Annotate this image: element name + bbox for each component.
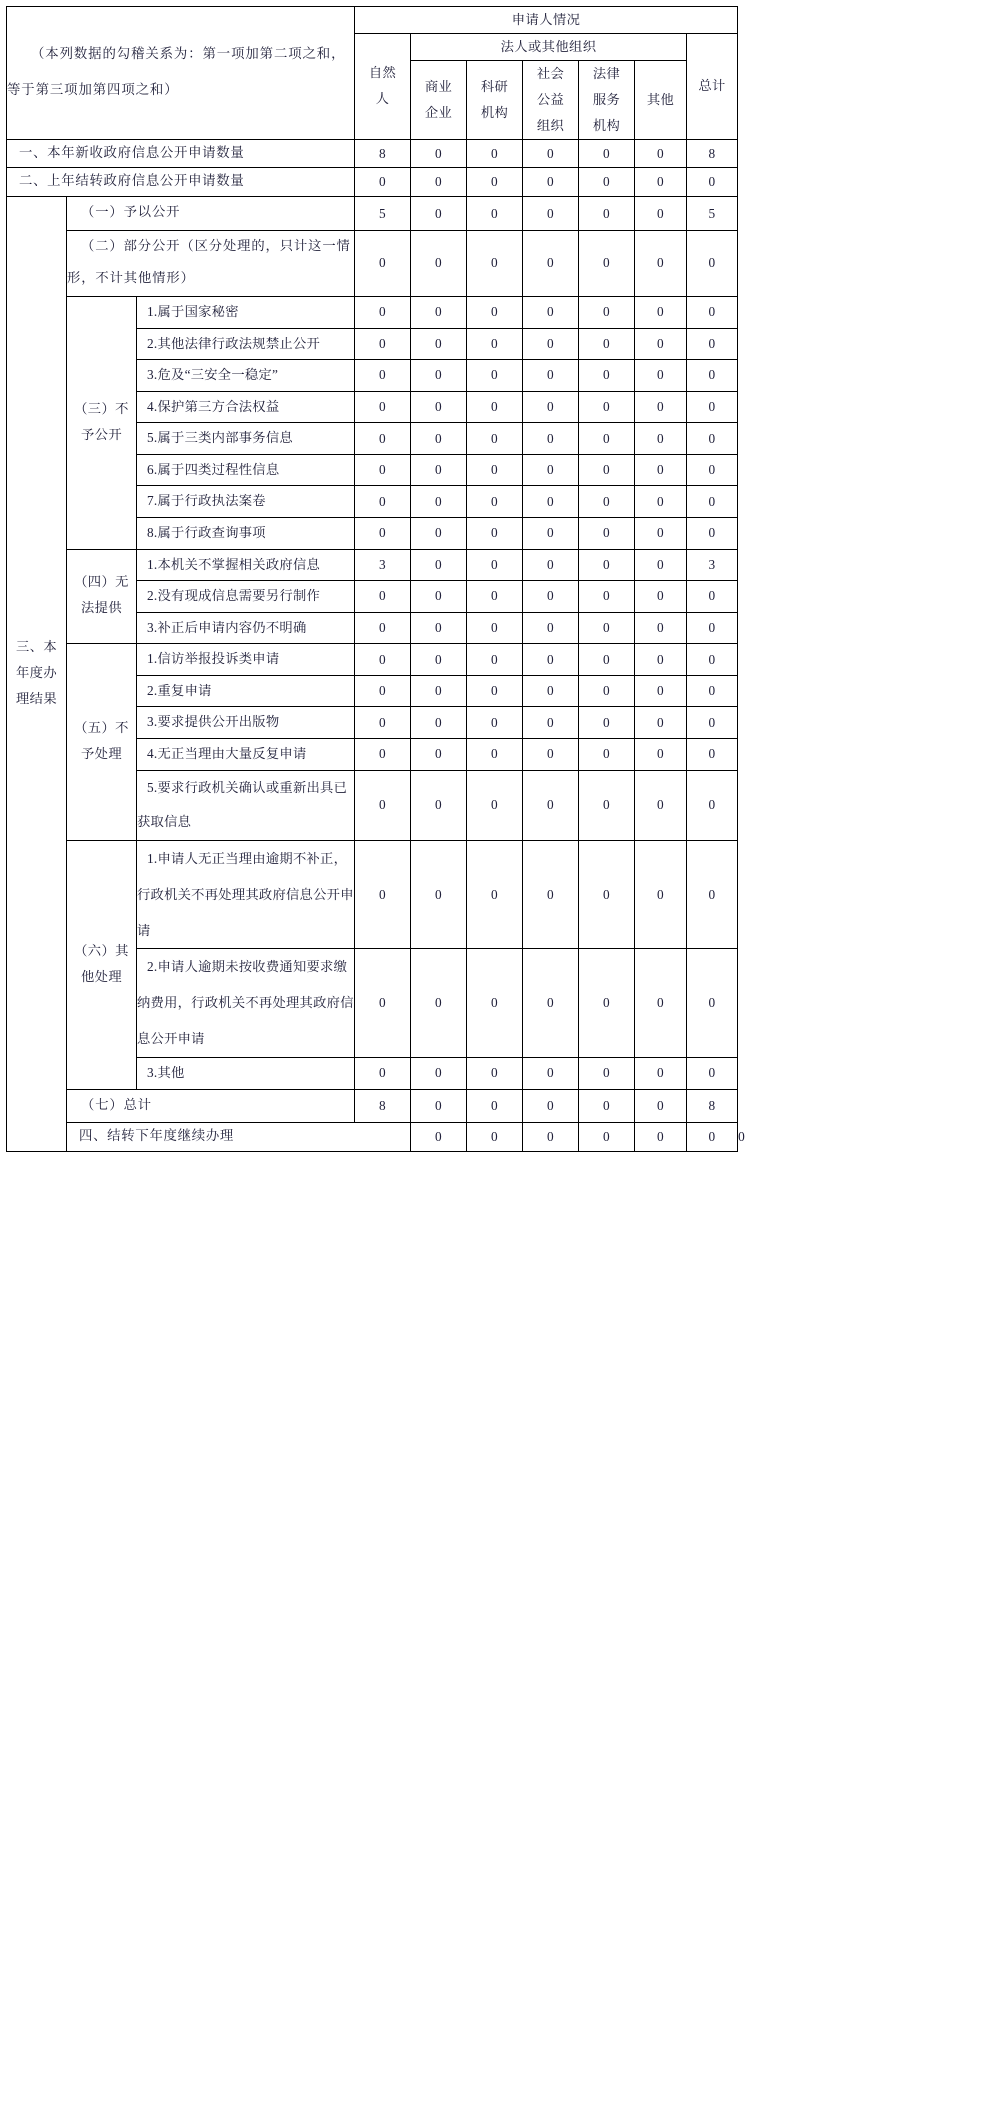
cell-s3b-commercial: 0 [411, 230, 467, 296]
cell-s3e1-research: 0 [467, 644, 523, 676]
cell-s3d3-total: 0 [687, 612, 738, 644]
cell-s3c8-natural: 0 [355, 517, 411, 549]
row-label-s3e-item-5: 5.要求行政机关确认或重新出具已获取信息 [137, 770, 355, 840]
row-label-s3e-item-3: 3.要求提供公开出版物 [137, 707, 355, 739]
cell-s3c3-natural: 0 [355, 360, 411, 392]
cell-s3c8-commercial: 0 [411, 517, 467, 549]
cell-s3c1-legal: 0 [579, 296, 635, 328]
cell-s3c1-other: 0 [635, 296, 687, 328]
cell-s3d1-other: 0 [635, 549, 687, 581]
cell-s3e3-other: 0 [635, 707, 687, 739]
cell-s4-legal: 0 [635, 1123, 687, 1152]
cell-s3c5-total: 0 [687, 423, 738, 455]
cell-s3f2-legal: 0 [579, 949, 635, 1058]
cell-s3e2-legal: 0 [579, 675, 635, 707]
cell-s3e3-social: 0 [523, 707, 579, 739]
cell-s1-natural: 8 [355, 139, 411, 168]
cell-s3d3-social: 0 [523, 612, 579, 644]
cell-s3f3-other: 0 [635, 1058, 687, 1090]
cell-s3c8-legal: 0 [579, 517, 635, 549]
cell-s2-research: 0 [467, 168, 523, 197]
cell-s3c8-social: 0 [523, 517, 579, 549]
cell-s3f1-legal: 0 [579, 840, 635, 949]
row-label-s3-sub3: （三）不 予公开 [67, 296, 137, 549]
cell-s2-other: 0 [635, 168, 687, 197]
cell-s3g-other: 0 [635, 1089, 687, 1123]
table-row [7, 139, 738, 168]
row-label-s3c-item-6: 6.属于四类过程性信息 [137, 454, 355, 486]
row-label-s3e-item-2: 2.重复申请 [137, 675, 355, 707]
cell-s3e3-total: 0 [687, 707, 738, 739]
cell-s3d2-social: 0 [523, 581, 579, 613]
cell-s3c3-social: 0 [523, 360, 579, 392]
row-label-s3f-item-3: 3.其他 [137, 1058, 355, 1090]
cell-s3b-research: 0 [467, 230, 523, 296]
cell-s3d3-commercial: 0 [411, 612, 467, 644]
cell-s3d2-natural: 0 [355, 581, 411, 613]
cell-s3c4-legal: 0 [579, 391, 635, 423]
row-label-s3-sub5: （五）不 予处理 [67, 644, 137, 840]
cell-s3g-commercial: 0 [411, 1089, 467, 1123]
cell-s3f1-commercial: 0 [411, 840, 467, 949]
cell-s3e4-social: 0 [523, 739, 579, 771]
cell-s1-other: 0 [635, 139, 687, 168]
cell-s2-legal: 0 [579, 168, 635, 197]
cell-s3e2-commercial: 0 [411, 675, 467, 707]
government-information-disclosure-table [6, 6, 746, 1152]
cell-s3c8-other: 0 [635, 517, 687, 549]
cell-s3f2-commercial: 0 [411, 949, 467, 1058]
cell-s3d2-research: 0 [467, 581, 523, 613]
page-sheet [0, 6, 995, 2127]
table-row [7, 549, 738, 581]
cell-s3a-social: 0 [523, 197, 579, 231]
row-label-s3e-item-4: 4.无正当理由大量反复申请 [137, 739, 355, 771]
cell-s3c2-commercial: 0 [411, 328, 467, 360]
cell-s3c4-commercial: 0 [411, 391, 467, 423]
cell-s3f2-natural: 0 [355, 949, 411, 1058]
cell-s3f3-total: 0 [687, 1058, 738, 1090]
cell-s3e4-legal: 0 [579, 739, 635, 771]
cell-s3f2-total: 0 [687, 949, 738, 1058]
cell-s3d2-commercial: 0 [411, 581, 467, 613]
table-row [7, 197, 738, 231]
cell-s3c2-research: 0 [467, 328, 523, 360]
cell-s4-social: 0 [579, 1123, 635, 1152]
row-label-s3c-item-1: 1.属于国家秘密 [137, 296, 355, 328]
cell-s3e4-other: 0 [635, 739, 687, 771]
cell-s3d1-natural: 3 [355, 549, 411, 581]
cell-s3c5-research: 0 [467, 423, 523, 455]
cell-s3c4-total: 0 [687, 391, 738, 423]
cell-s3c6-legal: 0 [579, 454, 635, 486]
table-row: 四、结转下年度继续办理 0 0 0 0 0 0 0 [7, 1123, 738, 1152]
cell-s3e3-natural: 0 [355, 707, 411, 739]
cell-s3e3-commercial: 0 [411, 707, 467, 739]
cell-s3e5-total: 0 [687, 770, 738, 840]
header-col-other: 其他 [635, 60, 687, 139]
cell-s3f2-research: 0 [467, 949, 523, 1058]
cell-s3d2-other: 0 [635, 581, 687, 613]
cell-s3c7-commercial: 0 [411, 486, 467, 518]
cell-s3c6-commercial: 0 [411, 454, 467, 486]
cell-s3f2-other: 0 [635, 949, 687, 1058]
cell-s3e1-commercial: 0 [411, 644, 467, 676]
cell-s3a-research: 0 [467, 197, 523, 231]
cell-s3e2-research: 0 [467, 675, 523, 707]
cell-s3e5-other: 0 [635, 770, 687, 840]
table-row [7, 296, 738, 328]
cell-s3c3-legal: 0 [579, 360, 635, 392]
row-label-s3e-item-1: 1.信访举报投诉类申请 [137, 644, 355, 676]
cell-s3e2-natural: 0 [355, 675, 411, 707]
cell-s3e2-other: 0 [635, 675, 687, 707]
cell-s2-commercial: 0 [411, 168, 467, 197]
cell-s3e5-research: 0 [467, 770, 523, 840]
cell-s1-total: 8 [687, 139, 738, 168]
cell-s1-research: 0 [467, 139, 523, 168]
row-label-s3d-item-1: 1.本机关不掌握相关政府信息 [137, 549, 355, 581]
cell-s3d3-research: 0 [467, 612, 523, 644]
cell-s3c6-other: 0 [635, 454, 687, 486]
cell-s3g-research: 0 [467, 1089, 523, 1123]
cell-s3b-total: 0 [687, 230, 738, 296]
cell-s3e5-social: 0 [523, 770, 579, 840]
cell-s3c1-natural: 0 [355, 296, 411, 328]
cell-s3e4-natural: 0 [355, 739, 411, 771]
cell-s3e1-natural: 0 [355, 644, 411, 676]
table-row [7, 168, 738, 197]
cell-s3d3-other: 0 [635, 612, 687, 644]
cell-s3a-natural: 5 [355, 197, 411, 231]
cell-s3e5-commercial: 0 [411, 770, 467, 840]
row-label-section-4: 四、结转下年度继续办理 [67, 1123, 411, 1152]
cell-s3g-legal: 0 [579, 1089, 635, 1123]
row-label-s3c-item-2: 2.其他法律行政法规禁止公开 [137, 328, 355, 360]
cell-s3c1-social: 0 [523, 296, 579, 328]
cell-s3c6-total: 0 [687, 454, 738, 486]
cell-s2-total: 0 [687, 168, 738, 197]
cell-s3d2-total: 0 [687, 581, 738, 613]
row-label-s3-sub6: （六）其 他处理 [67, 840, 137, 1089]
row-label-s3c-item-7: 7.属于行政执法案卷 [137, 486, 355, 518]
cell-s3e4-research: 0 [467, 739, 523, 771]
table-row [7, 840, 738, 949]
cell-s3e2-social: 0 [523, 675, 579, 707]
cell-s3c2-total: 0 [687, 328, 738, 360]
gou-ji-note-cell [7, 7, 355, 140]
header-applicant-situation: 申请人情况 [355, 7, 738, 34]
cell-s3c6-natural: 0 [355, 454, 411, 486]
cell-s3c6-research: 0 [467, 454, 523, 486]
row-label-s3d-item-3: 3.补正后申请内容仍不明确 [137, 612, 355, 644]
header-row-applicant-group [7, 7, 738, 34]
table-row [7, 230, 738, 296]
cell-s3c2-natural: 0 [355, 328, 411, 360]
cell-s3c1-research: 0 [467, 296, 523, 328]
cell-s3f1-research: 0 [467, 840, 523, 949]
cell-s3a-commercial: 0 [411, 197, 467, 231]
row-label-s3-sub4: （四）无 法提供 [67, 549, 137, 644]
row-label-s3f-item-1: 1.申请人无正当理由逾期不补正，行政机关不再处理其政府信息公开申请 [137, 840, 355, 949]
cell-s3f3-social: 0 [523, 1058, 579, 1090]
cell-s3c4-natural: 0 [355, 391, 411, 423]
cell-s3f1-natural: 0 [355, 840, 411, 949]
cell-s3c3-commercial: 0 [411, 360, 467, 392]
cell-s3c5-commercial: 0 [411, 423, 467, 455]
cell-s4-other: 0 [687, 1123, 738, 1152]
cell-s3e3-research: 0 [467, 707, 523, 739]
header-col-social-welfare-org: 社会 公益 组织 [523, 60, 579, 139]
cell-s3e1-total: 0 [687, 644, 738, 676]
cell-s3c4-other: 0 [635, 391, 687, 423]
cell-s3b-social: 0 [523, 230, 579, 296]
cell-s3f3-natural: 0 [355, 1058, 411, 1090]
row-label-section-2: 二、上年结转政府信息公开申请数量 [7, 168, 355, 197]
cell-s3c4-research: 0 [467, 391, 523, 423]
row-label-s3-sub7: （七）总计 [67, 1089, 355, 1123]
row-label-s3c-item-3: 3.危及“三安全一稳定” [137, 360, 355, 392]
row-label-s3c-item-8: 8.属于行政查询事项 [137, 517, 355, 549]
cell-s3d2-legal: 0 [579, 581, 635, 613]
cell-s3c5-legal: 0 [579, 423, 635, 455]
cell-s3e4-total: 0 [687, 739, 738, 771]
cell-s3d3-legal: 0 [579, 612, 635, 644]
cell-s1-commercial: 0 [411, 139, 467, 168]
cell-s3c4-social: 0 [523, 391, 579, 423]
row-label-s3-sub2: （二）部分公开（区分处理的，只计这一情形，不计其他情形） [67, 230, 355, 296]
cell-s3c5-social: 0 [523, 423, 579, 455]
cell-s3b-natural: 0 [355, 230, 411, 296]
cell-s3c7-total: 0 [687, 486, 738, 518]
cell-s3e5-natural: 0 [355, 770, 411, 840]
cell-s3c7-other: 0 [635, 486, 687, 518]
cell-s3e4-commercial: 0 [411, 739, 467, 771]
cell-s3f3-commercial: 0 [411, 1058, 467, 1090]
cell-s3c5-natural: 0 [355, 423, 411, 455]
cell-s3c5-other: 0 [635, 423, 687, 455]
cell-s3d1-social: 0 [523, 549, 579, 581]
cell-s3c7-natural: 0 [355, 486, 411, 518]
cell-s3c1-commercial: 0 [411, 296, 467, 328]
cell-s3c2-legal: 0 [579, 328, 635, 360]
table-row [7, 1089, 738, 1123]
cell-s1-legal: 0 [579, 139, 635, 168]
cell-s3d1-total: 3 [687, 549, 738, 581]
cell-s3c3-total: 0 [687, 360, 738, 392]
row-label-section-3: 三、本 年度办 理结果 [7, 197, 67, 1152]
cell-s3e1-legal: 0 [579, 644, 635, 676]
table-row [7, 644, 738, 676]
cell-s1-social: 0 [523, 139, 579, 168]
cell-s3g-social: 0 [523, 1089, 579, 1123]
cell-s3f1-total: 0 [687, 840, 738, 949]
cell-s3f3-research: 0 [467, 1058, 523, 1090]
cell-s3c3-research: 0 [467, 360, 523, 392]
cell-s3e1-social: 0 [523, 644, 579, 676]
header-col-commercial-enterprise: 商业 企业 [411, 60, 467, 139]
cell-s3c8-research: 0 [467, 517, 523, 549]
cell-s3f3-legal: 0 [579, 1058, 635, 1090]
cell-s3e5-legal: 0 [579, 770, 635, 840]
cell-s4-commercial: 0 [467, 1123, 523, 1152]
cell-s3d1-legal: 0 [579, 549, 635, 581]
row-label-s3f-item-2: 2.申请人逾期未按收费通知要求缴纳费用，行政机关不再处理其政府信息公开申请 [137, 949, 355, 1058]
cell-s2-natural: 0 [355, 168, 411, 197]
cell-s3e1-other: 0 [635, 644, 687, 676]
header-col-research-institution: 科研 机构 [467, 60, 523, 139]
cell-s3c7-legal: 0 [579, 486, 635, 518]
cell-s3g-total: 8 [687, 1089, 738, 1123]
cell-s3b-legal: 0 [579, 230, 635, 296]
cell-s3c7-social: 0 [523, 486, 579, 518]
cell-s3e3-legal: 0 [579, 707, 635, 739]
cell-s4-natural: 0 [411, 1123, 467, 1152]
cell-s3b-other: 0 [635, 230, 687, 296]
cell-s3d1-commercial: 0 [411, 549, 467, 581]
cell-s3f2-social: 0 [523, 949, 579, 1058]
header-legal-or-other-org: 法人或其他组织 [411, 33, 687, 60]
row-label-s3d-item-2: 2.没有现成信息需要另行制作 [137, 581, 355, 613]
cell-s3d1-research: 0 [467, 549, 523, 581]
cell-s3f1-social: 0 [523, 840, 579, 949]
cell-s3f1-other: 0 [635, 840, 687, 949]
row-label-section-1: 一、本年新收政府信息公开申请数量 [7, 139, 355, 168]
cell-s2-social: 0 [523, 168, 579, 197]
cell-s3g-natural: 8 [355, 1089, 411, 1123]
cell-s3c2-other: 0 [635, 328, 687, 360]
cell-s3c7-research: 0 [467, 486, 523, 518]
header-col-legal-service-org: 法律 服务 机构 [579, 60, 635, 139]
row-label-s3c-item-4: 4.保护第三方合法权益 [137, 391, 355, 423]
cell-s4-research: 0 [523, 1123, 579, 1152]
row-label-s3-sub1: （一）予以公开 [67, 197, 355, 231]
header-total: 总计 [687, 33, 738, 139]
cell-s3a-total: 5 [687, 197, 738, 231]
cell-s3c1-total: 0 [687, 296, 738, 328]
cell-s3a-legal: 0 [579, 197, 635, 231]
cell-s3c3-other: 0 [635, 360, 687, 392]
cell-s3c6-social: 0 [523, 454, 579, 486]
header-natural-person: 自然 人 [355, 33, 411, 139]
cell-s3a-other: 0 [635, 197, 687, 231]
cell-s3c8-total: 0 [687, 517, 738, 549]
cell-s3e2-total: 0 [687, 675, 738, 707]
cell-s3c2-social: 0 [523, 328, 579, 360]
row-label-s3c-item-5: 5.属于三类内部事务信息 [137, 423, 355, 455]
cell-s3d3-natural: 0 [355, 612, 411, 644]
gou-ji-note-text: （本列数据的勾稽关系为：第一项加第二项之和，等于第三项加第四项之和） [7, 46, 346, 98]
